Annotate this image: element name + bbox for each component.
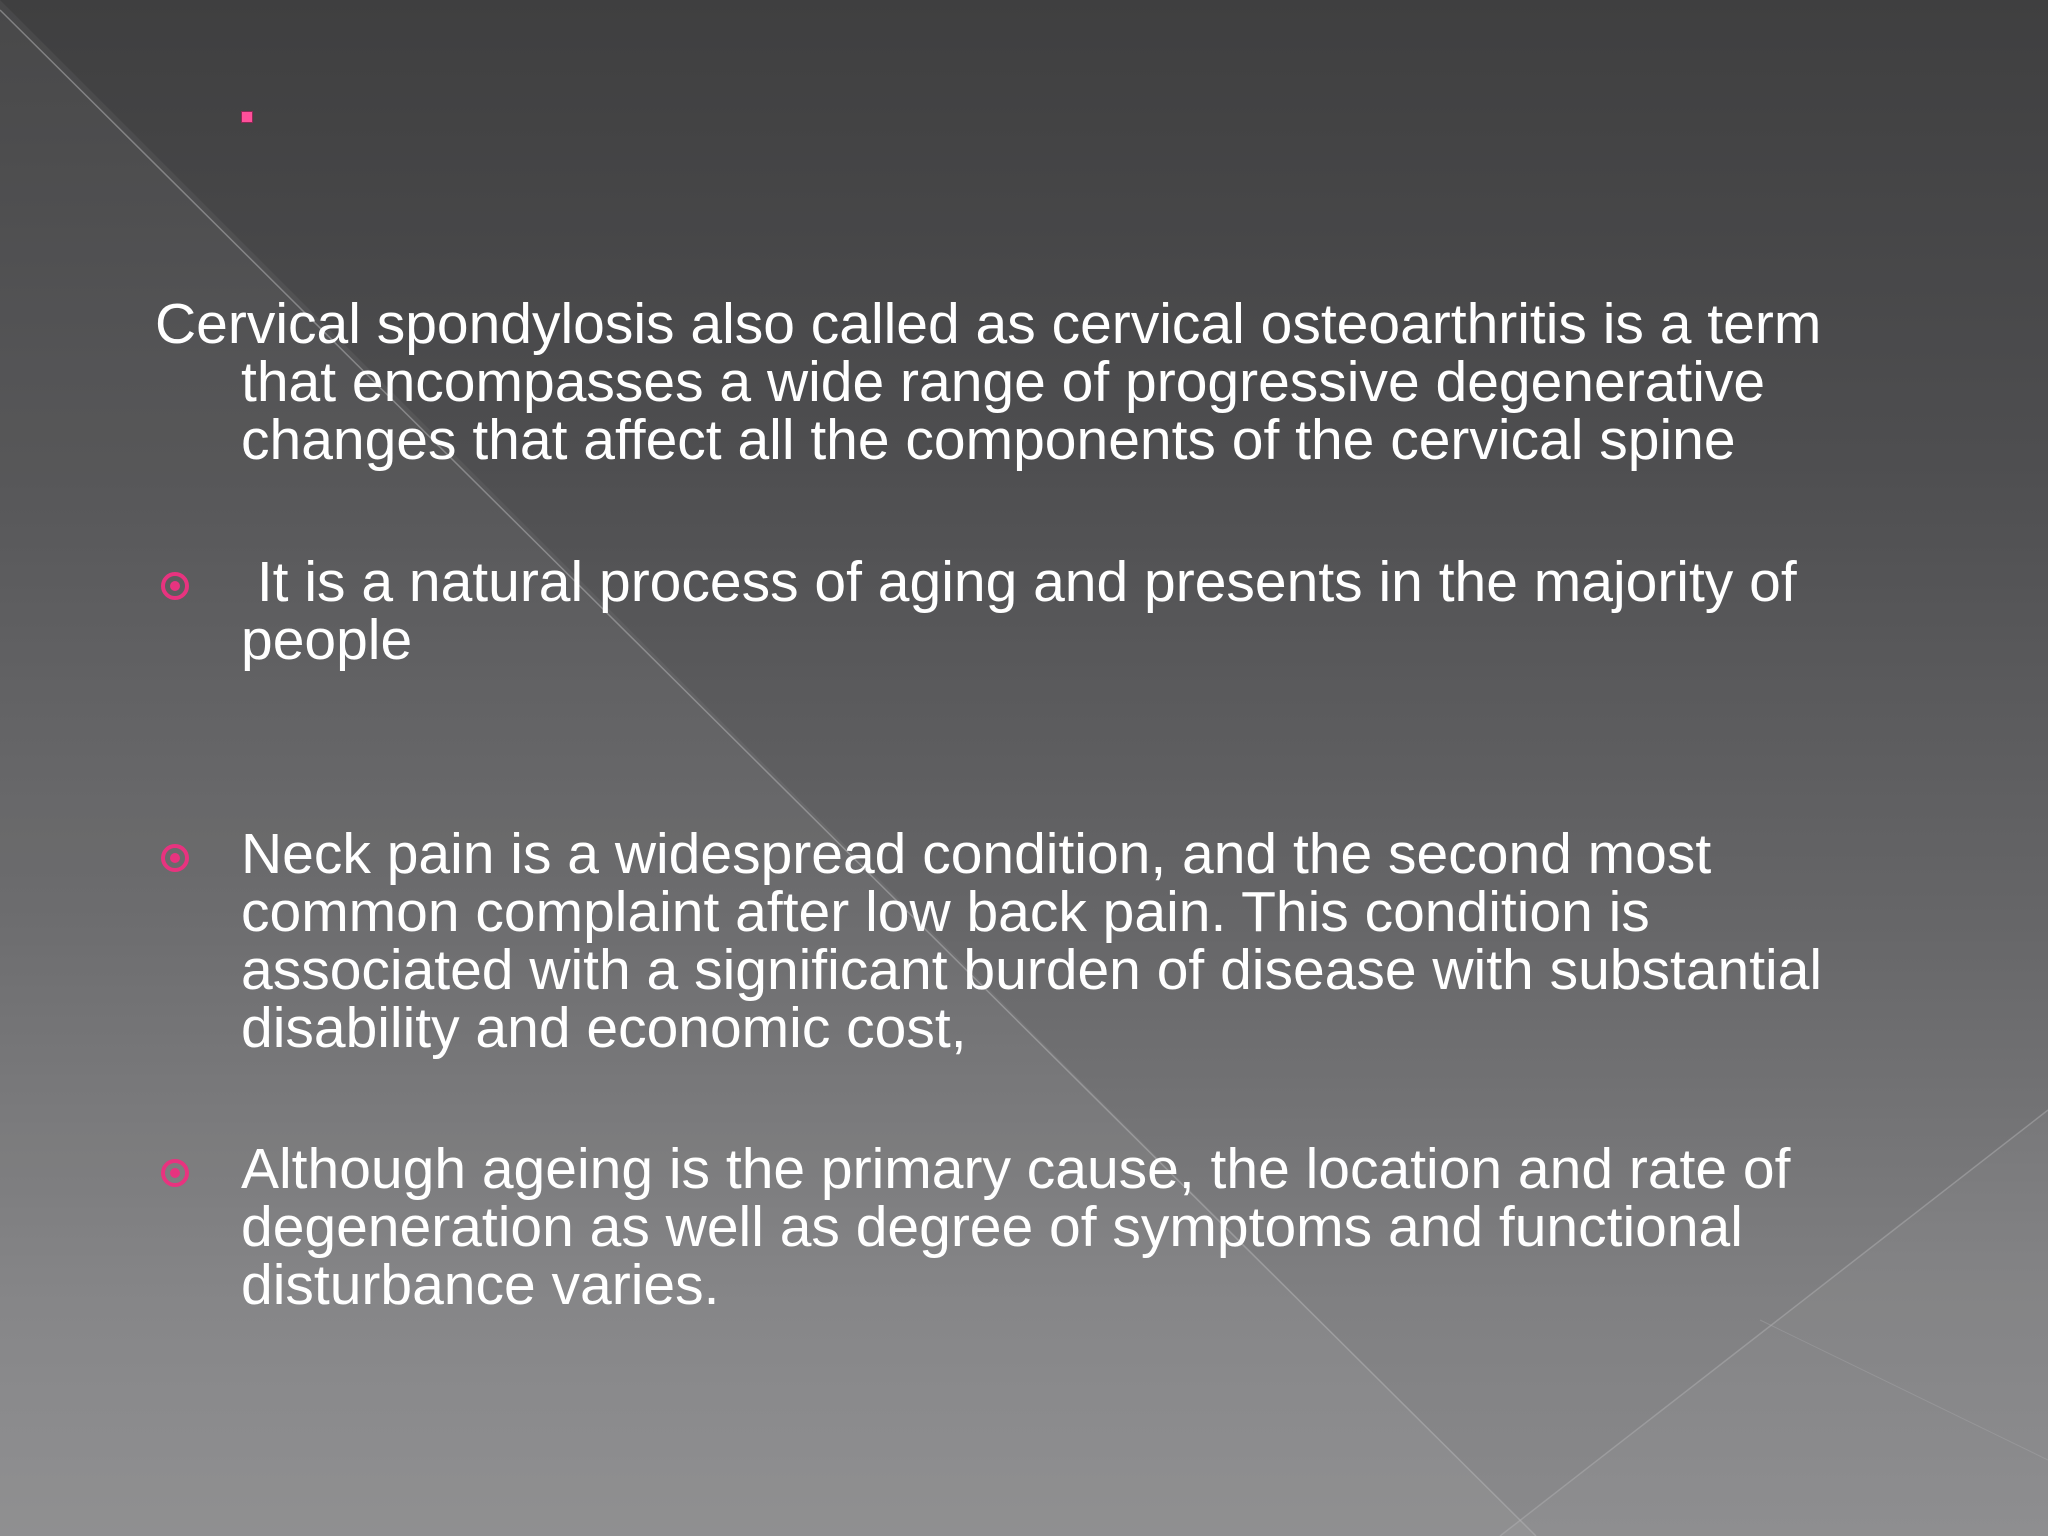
intro-paragraph [155, 292, 1822, 472]
bullet-line: disturbance varies. [241, 1253, 720, 1317]
bullet-line: It is a natural process of aging and presents in the majority of [241, 550, 1797, 614]
intro-line: that encompasses a wide range of progressive degenerative [241, 350, 1766, 414]
circle-dot-bullet-icon [161, 572, 189, 600]
bullet-paragraph-ageing-cause [241, 1137, 1791, 1317]
bullet-line: common complaint after low back pain. This condition is [241, 880, 1650, 944]
intro-line: Cervical spondylosis also called as cervical osteoarthritis is a term [155, 292, 1822, 356]
bullet-paragraph-aging [241, 550, 1797, 672]
bullet-line: degeneration as well as degree of symptoms and functional [241, 1195, 1743, 1259]
bullet-paragraph-neck-pain [241, 822, 1823, 1060]
bullet-line: people [241, 608, 413, 672]
bullet-line: associated with a significant burden of disease with substantial [241, 938, 1823, 1002]
bullet-line: Neck pain is a widespread condition, and the second most [241, 822, 1712, 886]
bullet-line: Although ageing is the primary cause, the location and rate of [241, 1137, 1791, 1201]
circle-dot-bullet-icon [161, 1159, 189, 1187]
bullet-line: disability and economic cost, [241, 996, 967, 1060]
circle-dot-bullet-icon [161, 844, 189, 872]
intro-line: changes that affect all the components of the cervical spine [241, 408, 1736, 472]
